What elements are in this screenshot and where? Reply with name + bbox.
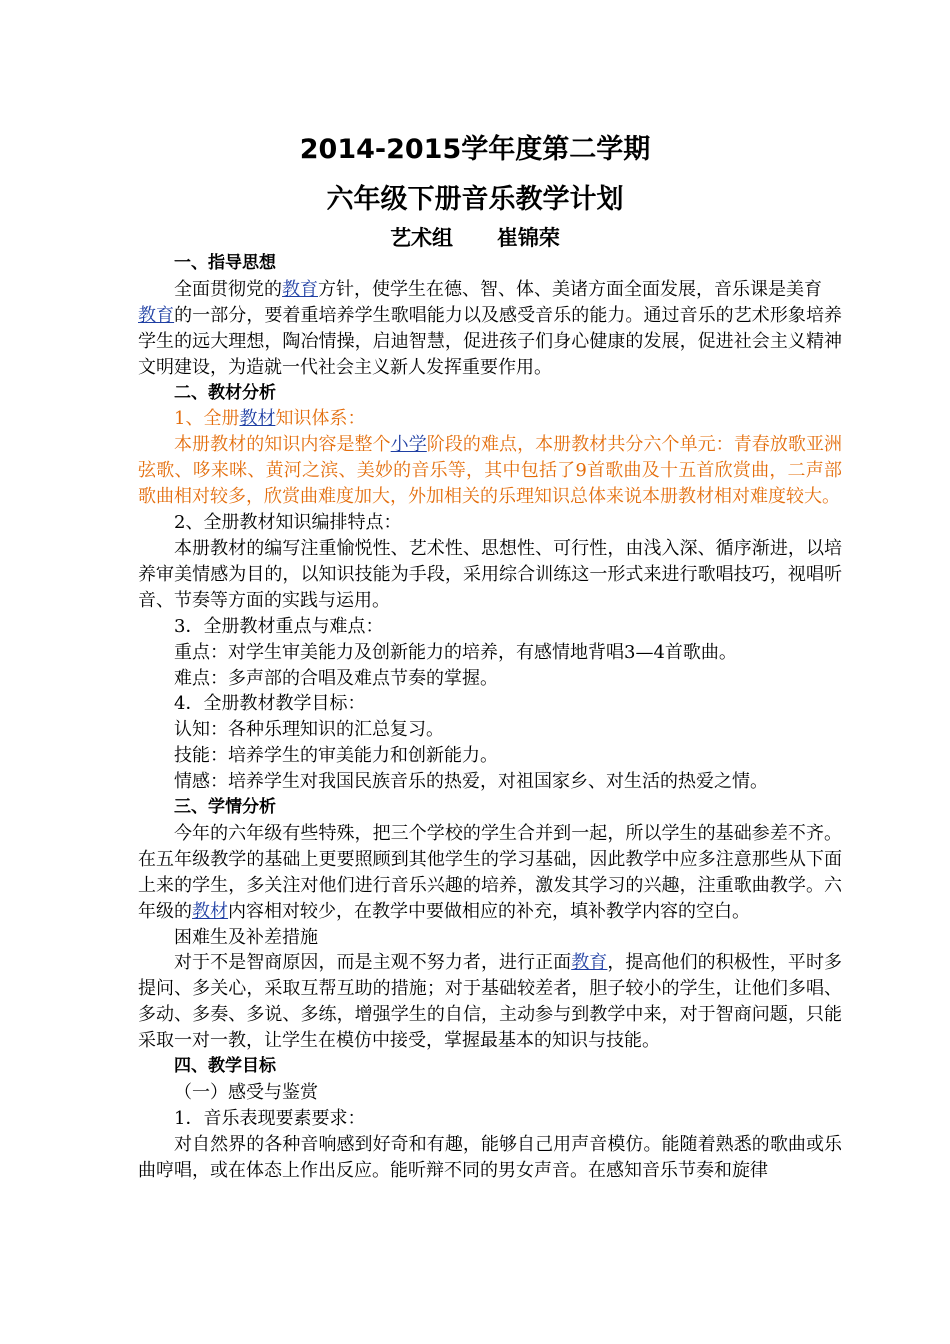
subheading-knowledge-system: 1、全册教材知识体系： <box>174 408 366 430</box>
section-heading-guiding-thought: 一、指导思想 <box>174 253 276 273</box>
paragraph-student-analysis: 今年的六年级有些特殊，把三个学校的学生合并到一起，所以学生的基础参差不齐。在五年级教学的基础上更要照顾到其他学生的学习基础，因此教学中应多注意那些从下面上来的学生，多关注对他们进行音乐兴趣的培养，激发其学习的兴趣，注重歌曲教学。六年级的教材内容相对较少，在教学中要做相应的补充，填补教学内容的空白。 <box>138 822 842 922</box>
education-link[interactable]: 教育 <box>138 304 175 326</box>
section-heading-textbook-analysis: 二、教材分析 <box>174 382 276 403</box>
primary-school-link[interactable]: 小学 <box>390 434 427 456</box>
line-difficulty: 难点：多声部的合唱及难点节奏的掌握。 <box>174 667 498 689</box>
paragraph-remedial-measures: 对于不是智商原因，而是主观不努力者，进行正面教育，提高他们的积极性，平时多提问、多关心，采取互帮互助的措施；对于基础较差者，胆子较小的学生，让他们多唱、多动、多奏、多说、多练，增强学生的自信，主动参与到教学中来，对于智商问题，只能采取一对一教，让学生在模仿中接受，掌握最基本的知识与技能。 <box>138 952 843 1052</box>
section-heading-student-analysis: 三、学情分析 <box>174 797 276 818</box>
document-subtitle: 六年级下册音乐教学计划 <box>326 184 624 215</box>
textbook-link[interactable]: 教材 <box>239 408 276 430</box>
document-title: 2014-2015学年度第二学期 <box>299 134 651 165</box>
line-goal-emotion: 情感：培养学生对我国民族音乐的热爱，对祖国家乡、对生活的热爱之情。 <box>174 771 768 793</box>
subheading-key-points: 3．全册教材重点与难点： <box>174 615 384 637</box>
document-body <box>138 251 842 1184</box>
paragraph-music-elements: 对自然界的各种音响感到好奇和有趣，能够自己用声音模仿。能随着熟悉的歌曲或乐曲哼唱，或在体态上作出反应。能听辩不同的男女声音。在感知音乐节奏和旋律 <box>138 1133 842 1181</box>
paragraph-knowledge-system: 本册教材的知识内容是整个小学阶段的难点，本册教材共分六个单元：青春放歌亚洲弦歌、哆来咪、黄河之滨、美妙的音乐等，其中包括了9首歌曲及十五首欣赏曲，二声部歌曲相对较多，欣赏曲难度加大，外加相关的乐理知识总体来说本册教材相对难度较大。 <box>138 434 843 508</box>
subheading-music-elements: 1．音乐表现要素要求： <box>174 1107 366 1129</box>
paragraph-arrangement: 本册教材的编写注重愉悦性、艺术性、思想性、可行性，由浅入深、循序渐进，以培养审美情感为目的，以知识技能为手段，采用综合训练这一形式来进行歌唱技巧，视唱听音、节奏等方面的实践与运用。 <box>138 537 842 611</box>
education-link[interactable]: 教育 <box>571 952 608 974</box>
line-goal-cognition: 认知：各种乐理知识的汇总复习。 <box>174 719 444 741</box>
textbook-link[interactable]: 教材 <box>192 900 228 922</box>
paragraph-guiding-thought: 全面贯彻党的教育方针，使学生在德、智、体、美诸方面全面发展，音乐课是美育 教育的一部分，要着重培养学生歌唱能力以及感受音乐的能力。通过音乐的艺术形象培养学生的远大理想，陶冶情操，启迪智慧，促进孩子们身心健康的发展，促进社会主义精神文明建设，为造就一代社会主义新人发挥重要作用。 <box>138 278 843 378</box>
education-link[interactable]: 教育 <box>282 278 318 300</box>
subheading-arrangement: 2、全册教材知识编排特点： <box>174 512 402 534</box>
section-heading-teaching-objectives: 四、教学目标 <box>174 1056 276 1077</box>
subheading-remedial-measures: 困难生及补差措施 <box>174 926 318 948</box>
author-line: 艺术组 崔锦荣 <box>390 226 560 250</box>
subheading-appreciation: （一）感受与鉴赏 <box>174 1082 318 1103</box>
subheading-teaching-goals: 4．全册教材教学目标： <box>174 693 366 715</box>
line-goal-skill: 技能：培养学生的审美能力和创新能力。 <box>174 745 498 767</box>
line-key-point: 重点：对学生审美能力及创新能力的培养，有感情地背唱3—4首歌曲。 <box>174 641 737 663</box>
